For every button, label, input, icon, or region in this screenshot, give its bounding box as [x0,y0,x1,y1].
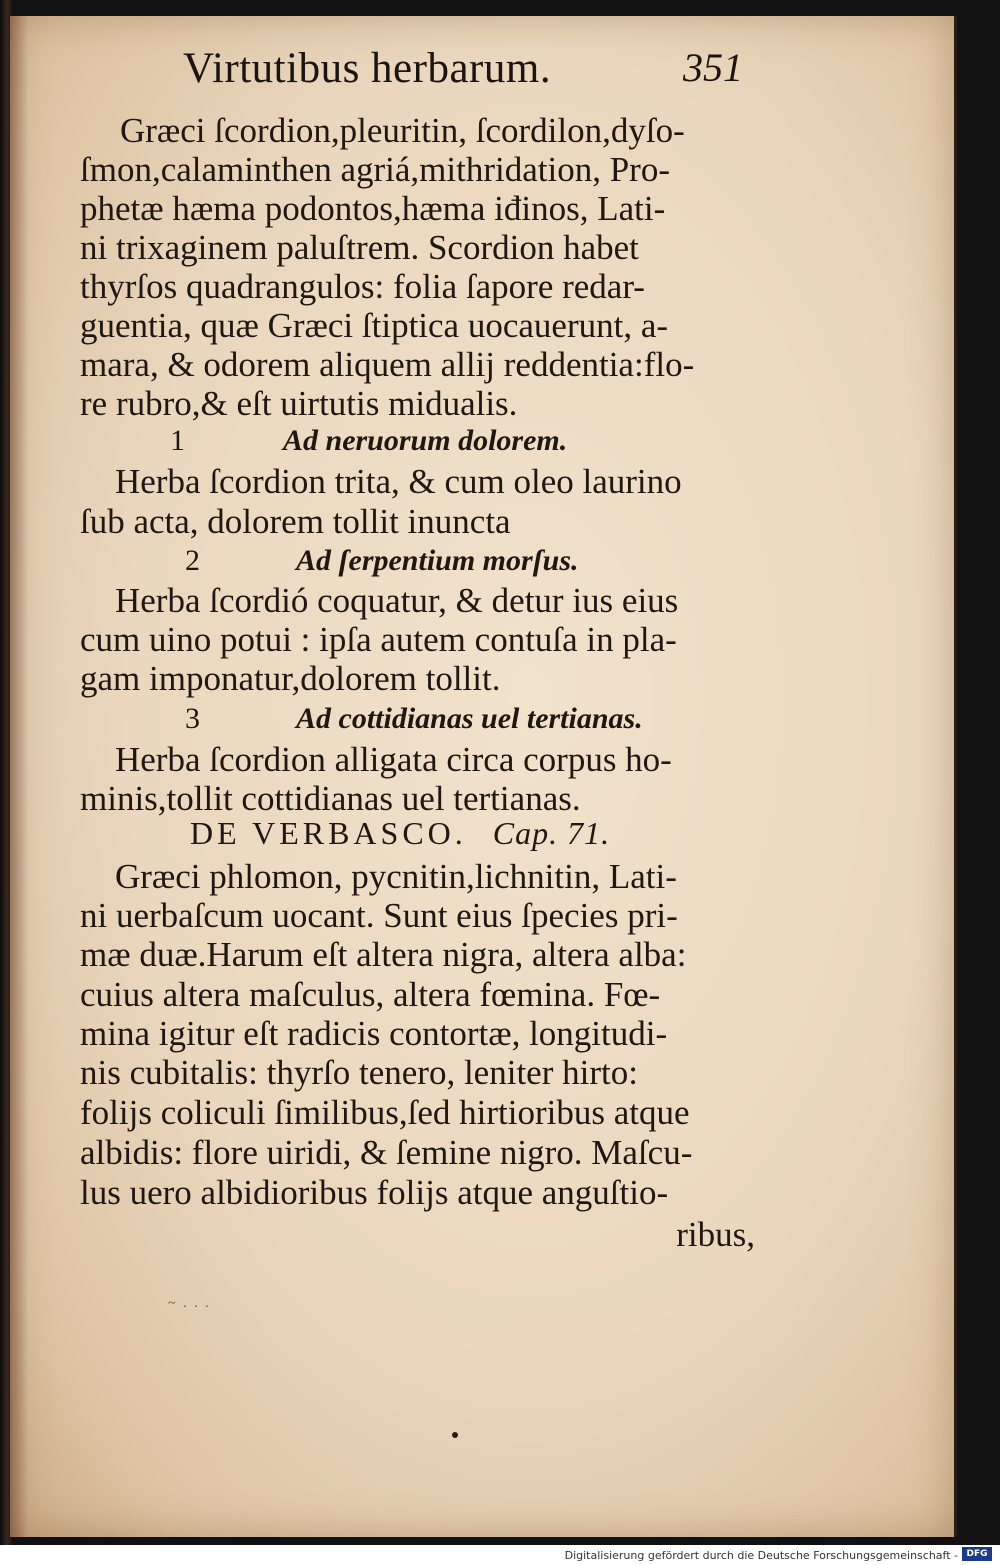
section-title: Ad cottidianas uel tertianas. [296,702,643,735]
text-line: mara, & odorem aliquem allij reddentia:flo- [80,345,695,384]
text-line: ſub acta, dolorem tollit inuncta [80,502,511,541]
section-number: 2 [185,544,200,577]
section-title: Ad neruorum dolorem. [283,424,568,457]
text-line: nis cubitalis: thyrſo tenero, leniter hirto: [80,1053,638,1092]
text-line: guentia, quæ Græci ſtiptica uocauerunt, a- [80,306,669,345]
text-line: gam imponatur,dolorem tollit. [80,659,501,698]
ink-smudge: ~ . . . [168,1296,211,1311]
catchword: ribus, [676,1215,755,1254]
page-edge-shadow [10,16,28,1537]
folio-number: 351 [683,45,743,90]
text-line: phetæ hæma podontos,hæma iđinos, Lati- [80,189,666,228]
chapter-number: Cap. 71. [492,815,611,851]
section-number: 1 [170,424,185,457]
footer-credit: Digitalisierung gefördert durch die Deutsche Forschungsgemeinschaft - [564,1549,958,1562]
text-line: minis,tollit cottidianas uel tertianas. [80,779,581,818]
section-title: Ad ſerpentium morſus. [296,544,579,577]
text-line: Herba ſcordion alligata circa corpus ho- [115,740,672,779]
text-line: cum uino potui : ipſa autem contuſa in pla- [80,620,677,659]
text-line: albidis: flore uiridi, & ſemine nigro. Maſcu- [80,1133,693,1172]
text-line: Herba ſcordió coquatur, & detur ius eius [115,581,679,620]
chapter-title: DE VERBASCO. [190,815,467,851]
text-line: ſmon,calaminthen agriá,mithridation, Pro- [80,150,670,189]
text-line: mina igitur eſt radicis contortæ, longitudi- [80,1014,668,1053]
text-line: Græci ſcordion,pleuritin, ſcordilon,dyſo- [120,111,685,150]
text-line: re rubro,& eſt uirtutis midualis. [80,384,518,423]
page-header [183,44,743,104]
text-line: Herba ſcordion trita, & cum oleo laurino [115,462,682,501]
section-number: 3 [185,702,200,735]
ink-dot [452,1432,458,1438]
text-line: ni uerbaſcum uocant. Sunt eius ſpecies pri- [80,896,678,935]
text-line: ni trixaginem paluſtrem. Scordion habet [80,228,639,267]
text-line: mæ duæ.Harum eſt altera nigra, altera alba: [80,935,687,974]
text-line: Græci phlomon, pycnitin,lichnitin, Lati- [115,857,677,896]
chapter-heading [190,815,610,852]
text-line: folijs coliculi ſimilibus,ſed hirtioribus atque [80,1093,690,1132]
text-line: cuius altera maſculus, altera fœmina. Fœ- [80,975,661,1014]
running-title: Virtutibus herbarum. [183,45,552,92]
text-line: lus uero albidioribus folijs atque anguſtio- [80,1173,669,1212]
text-line: thyrſos quadrangulos: folia ſapore redar- [80,267,645,306]
dfg-logo-icon: DFG [962,1547,992,1561]
